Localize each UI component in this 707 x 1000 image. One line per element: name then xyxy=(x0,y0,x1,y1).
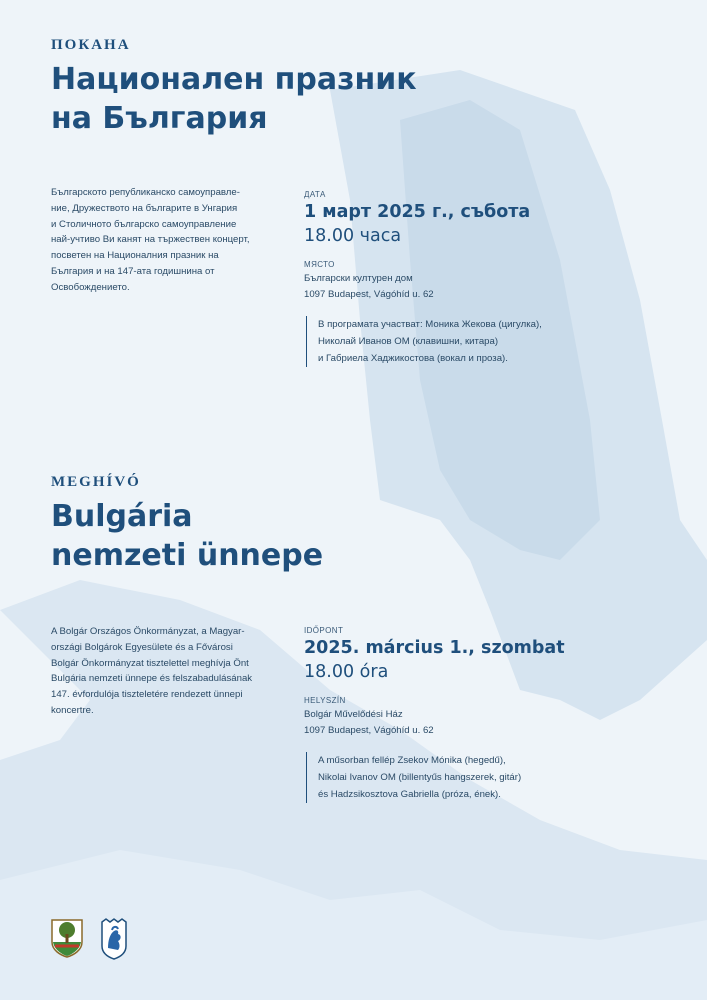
program-line: és Hadzsikosztova Gabriella (próza, ének). xyxy=(318,789,501,801)
program-line: и Габриела Хаджикостова (вокал и проза). xyxy=(318,353,508,365)
event-details xyxy=(304,190,684,367)
place-address: 1097 Budapest, Vágóhíd u. 62 xyxy=(304,724,434,736)
event-time: 18.00 óra xyxy=(304,662,389,682)
title-line-2: nemzeti ünnepe xyxy=(51,538,324,573)
event-title xyxy=(51,497,671,575)
kicker-label: MEGHÍVÓ xyxy=(51,474,141,490)
intro-text: A Bolgár Országos Önkormányzat, a Magyar- országi Bolgárok Egyesülete és a Fővárosi Bolgár Önkormányzat tisztelettel meghívja Önt Bulgária nemzeti ünnepe és felszabadulásának 147. évfordulója tiszteletére rendezett ünnepi koncertre. xyxy=(51,626,253,716)
program-line: В програмата участват: Моника Жекова (цигулка), xyxy=(318,319,542,331)
date-label: ДАТА xyxy=(304,190,326,199)
coat-of-arms-lion-icon xyxy=(100,918,128,960)
program-line: Nikolai Ivanov OM (billentyűs hangszerek, gitár) xyxy=(318,772,522,784)
event-time: 18.00 часа xyxy=(304,226,402,246)
title-line-2: на България xyxy=(51,101,268,136)
place-label: HELYSZÍN xyxy=(304,696,346,705)
program-list xyxy=(306,752,684,803)
program-line: Николай Иванов ОМ (клавишни, китара) xyxy=(318,336,499,348)
place-name: Bolgár Művelődési Ház xyxy=(304,709,403,720)
kicker-label: ПОКАНА xyxy=(51,37,131,53)
title-line-1: Bulgária xyxy=(51,499,193,534)
date-label: IDŐPONT xyxy=(304,626,344,635)
event-details xyxy=(304,626,684,803)
intro-text: Българското републиканско самоуправле- ние, Дружеството на българите в Унгария и Столичното българско самоуправление най-учтиво Ви канят на тържествен концерт, посветен на Националния празник на България и на 147-ата годишнина от Освобождението. xyxy=(51,187,250,293)
hungarian-header xyxy=(51,474,671,575)
event-date: 1 март 2025 г., събота xyxy=(304,202,531,222)
logo-row xyxy=(50,918,128,960)
event-date: 2025. március 1., szombat xyxy=(304,638,565,658)
event-title xyxy=(51,60,671,138)
bulgarian-header xyxy=(51,37,671,138)
program-line: A műsorban fellép Zsekov Mónika (hegedű), xyxy=(318,755,506,767)
place-name: Български културен дом xyxy=(304,273,413,284)
program-list xyxy=(306,316,684,367)
coat-of-arms-tree-icon xyxy=(50,918,84,958)
title-line-1: Национален празник xyxy=(51,62,417,97)
place-label: МЯСТО xyxy=(304,260,335,269)
place-address: 1097 Budapest, Vágóhíd u. 62 xyxy=(304,288,434,300)
